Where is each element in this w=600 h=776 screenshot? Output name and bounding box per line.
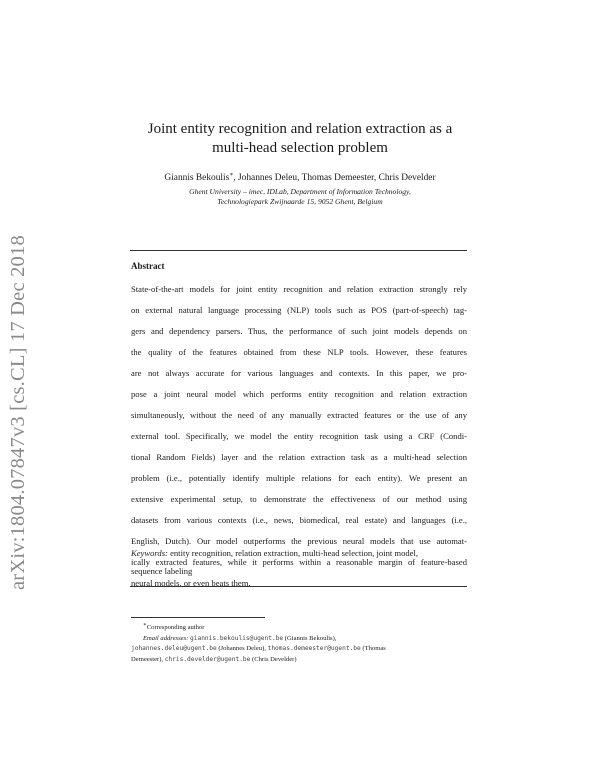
abstract-line: pose a joint neural model which performs entity recognition and relation extraction	[131, 389, 467, 399]
email-link[interactable]: johannes.deleu@ugent.be	[131, 645, 217, 653]
abstract-heading: Abstract	[131, 261, 165, 271]
email-link[interactable]: thomas.demeester@ugent.be	[267, 645, 361, 653]
keywords	[131, 544, 467, 580]
affiliation-line-2: Technologiepark Zwijnaarde 15, 9052 Ghent, Belgium	[217, 197, 383, 206]
abstract-line: are not always accurate for various languages and contexts. In this paper, we pro-	[131, 368, 467, 378]
email-link[interactable]: giannis.bekoulis@ugent.be	[190, 634, 284, 642]
abstract-line: datasets from various contexts (i.e., news, biomedical, real estate) and languages (i.e.,	[131, 515, 467, 525]
email-owner: (Thomas	[360, 645, 386, 653]
abstract-line: on external natural language processing (NLP) tools such as POS (part-of-speech) tag-	[131, 305, 467, 315]
email-owner: Demeester),	[131, 655, 165, 663]
abstract-line: gers and dependency parsers. Thus, the performance of such joint models depends on	[131, 326, 467, 336]
abstract-line: State-of-the-art models for joint entity recognition and relation extraction strongly rely	[131, 284, 467, 294]
footnote-mark: ∗	[143, 622, 147, 628]
abstract-line: external tool. Specifically, we model the entity recognition task using a CRF (Condi-	[131, 431, 467, 441]
email-owner: (Johannes Deleu),	[216, 645, 268, 653]
abstract-line: tional Random Fields) layer and the relation extraction task as a multi-head selection	[131, 452, 467, 462]
email-link[interactable]: chris.develder@ugent.be	[164, 655, 251, 663]
email-owner: (Giannis Bekoulis),	[283, 634, 337, 642]
keywords-text: entity recognition, relation extraction, multi-head selection, joint model,	[167, 548, 419, 558]
abstract-line: ically extracted features, while it performs within a reasonable margin of feature-based	[131, 557, 467, 567]
footnote-rule	[131, 617, 265, 618]
abstract-top-rule	[130, 250, 467, 251]
abstract-line: problem (i.e., potentially identify multiple relations for each entity). We present an	[131, 473, 467, 483]
author-list	[100, 171, 500, 183]
title-line-1: Joint entity recognition and relation extraction as a	[147, 121, 453, 137]
title-line-2: multi-head selection problem	[212, 140, 388, 156]
keywords-label: Keywords:	[131, 548, 168, 558]
affiliation	[100, 187, 500, 207]
arxiv-side-stamp	[4, 160, 32, 590]
footnotes	[131, 620, 467, 665]
email-label: Email addresses:	[143, 634, 189, 642]
keywords-text-cont: sequence labeling	[131, 566, 193, 576]
abstract-line: extensive experimental setup, to demonstrate the effectiveness of our method using	[131, 494, 467, 504]
abstract-bottom-rule	[130, 586, 467, 587]
arxiv-identifier: arXiv:1804.07847v3 [cs.CL] 17 Dec 2018	[7, 235, 29, 590]
abstract-line: simultaneously, without the need of any manually extracted features or the use of any	[131, 410, 467, 420]
abstract-line: the quality of the features obtained from these NLP tools. However, these features	[131, 347, 467, 357]
corresponding-mark: ∗	[229, 172, 234, 178]
author-others: , Johannes Deleu, Thomas Demeester, Chris Develder	[233, 173, 436, 184]
corresponding-author-note: Corresponding author	[146, 624, 205, 632]
paper-title	[100, 120, 500, 158]
email-owner: (Chris Develder)	[250, 655, 297, 663]
affiliation-line-1: Ghent University – imec, IDLab, Department of Information Technology,	[189, 187, 411, 196]
author-first: Giannis Bekoulis	[164, 173, 230, 184]
abstract-line: neural models, or even beats them.	[131, 578, 251, 588]
abstract-line: English, Dutch). Our model outperforms the previous neural models that use automat-	[131, 536, 467, 546]
